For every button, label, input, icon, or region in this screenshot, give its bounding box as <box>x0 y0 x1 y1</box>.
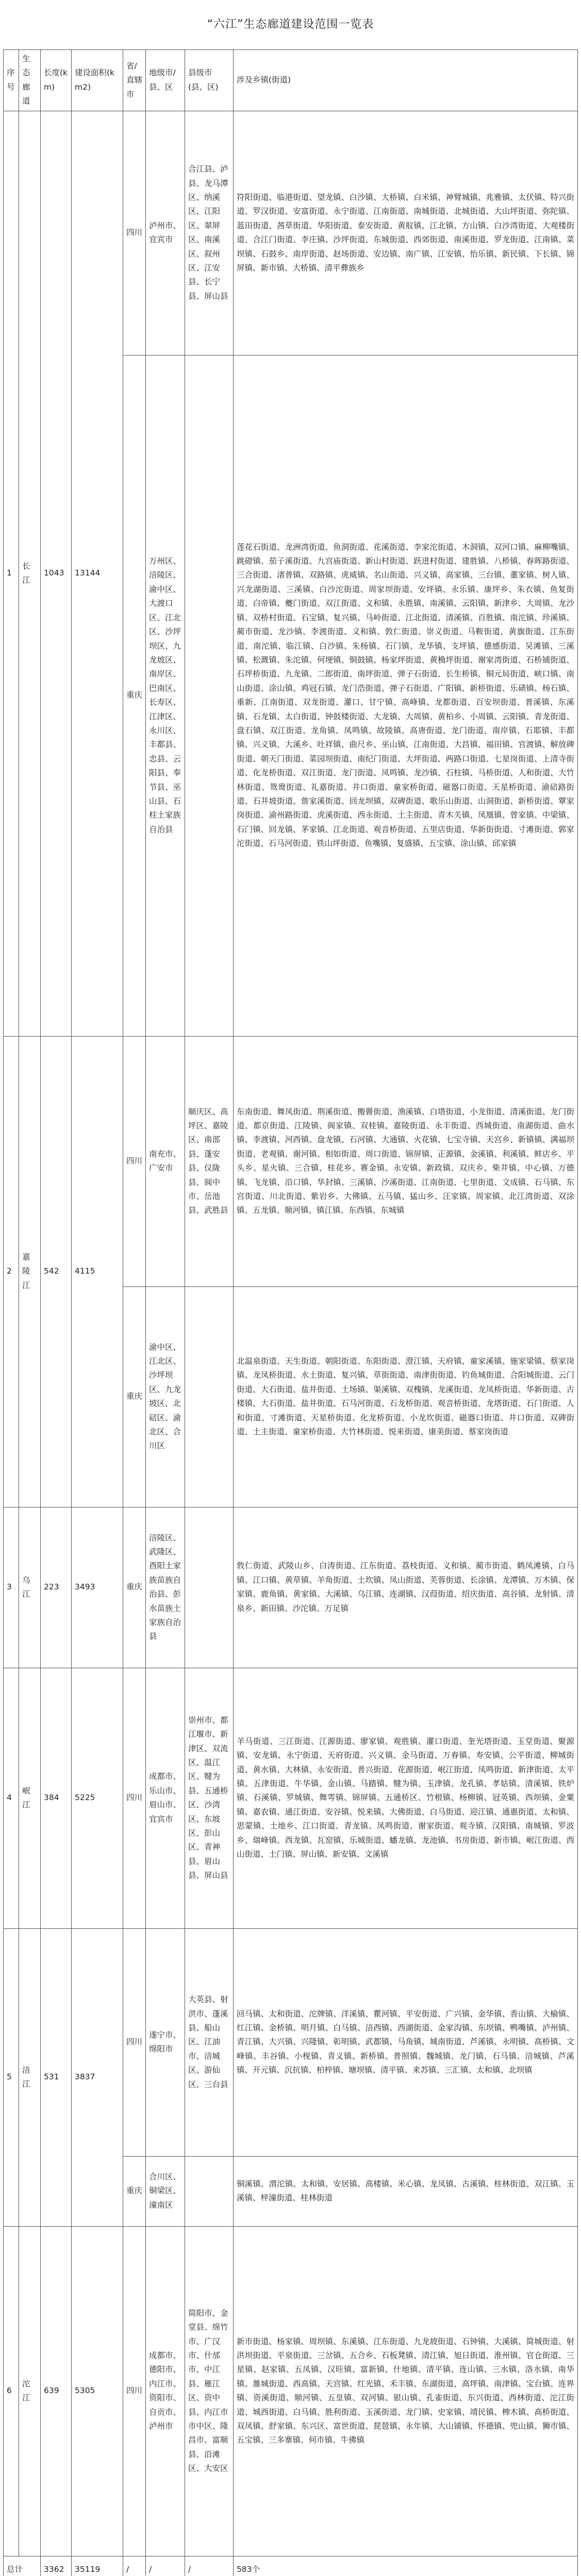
header-county: 县级市(县、区) <box>185 50 234 111</box>
row-county <box>185 2156 234 2226</box>
row-seq: 1 <box>4 111 19 1036</box>
row-length: 384 <box>41 1668 72 1928</box>
row-seq: 6 <box>4 2226 19 2556</box>
table-row <box>4 2226 578 2556</box>
row-county: 顺庆区、高坪区、嘉陵区、南部县、蓬安县、仪陇县、阆中市、岳池县、武胜县 <box>185 1036 234 1286</box>
table-row <box>4 1036 578 1286</box>
row-city: 渝中区、江北区、沙坪坝区、九龙坡区、北碚区、渝北区、合川区 <box>146 1286 185 1507</box>
row-area: 3837 <box>72 1928 123 2226</box>
row-county <box>185 1286 234 1507</box>
row-city: 遂宁市、绵阳市 <box>146 1928 185 2156</box>
row-province: 重庆 <box>123 1507 146 1668</box>
row-towns: 莲花石街道、龙洲湾街道、鱼洞街道、花溪街道、李家沱街道、木洞镇、双河口镇、麻柳嘴镇、跳磴镇、茄子溪街道、九宫庙街道、新山村街道、跃进村街道、建胜镇、八桥镇、春晖路街道、三合街道、渚普镇、双路镇、虎威镇、名山街道、兴义镇、高家镇、三台镇、董家镇、树人镇、兴龙湖街道、三溪镇、白沙沱街道、周家坝街道、安坪镇、永乐镇、康坪乡、朱衣镇、鱼复街道、白帝镇、夔门街道、双江街道、义和镇、永胜镇、南溪镇、云阳镇、新津乡、大周镇、龙沙镇、双桥村街道、石宝镇、复兴镇、马岭街道、江北街道、清溪镇、百胜镇、南沱镇、珍溪镇、蔺市街道、龙沙镇、李渡街道、义和镇、敦仁街道、崇义街道、马鞍街道、黄旗街道、江东街道、南沱镇、临江镇、白沙镇、朱杨镇、石门镇、龙华镇、支坪镇、德感街道、吴滩镇、三溪镇、松溉镇、朱沱镇、何埂镇、铜鼓镇、杨家坪街道、黄桷坪街道、谢家湾街道、石桥铺街道、石坪桥街道、九龙镇、二郎街道、南坪街道、弹子石街道、长生桥镇、铜元局街道、峡口镇、南山街道、涂山镇、鸡冠石镇、龙门浩街道、弹子石街道、广阳镇、新桥街道、乐碛镇、杨石镇、重新、江南街道、双龙街道、灌口、甘宁镇、高峰镇、龙都街道、百安坝街道、普溪镇、东溪镇、石龙镇、太白街道、钟鼓楼街道、大龙镇、大周镇、黄柏乡、小周镇、云阳镇、青龙街道、盘石镇、双江街道、龙角镇、凤鸣镇、故陵镇、高唐街道、龙门街道、南岸镇、石耶镇、丰都镇、兴义镇、大溪乡、吐祥镇、曲尺乡、巫山镇、江南街道、大昌镇、福田镇、官渡镇、解放碑街道、朝天门街道、菜园坝街道、南纪门街道、大坪街道、两路口街道、七星岗街道、上清寺街道、化龙桥街道、双江街道、龙门街道、凤鸣镇、龙沙镇、石柱镇、马桥街道、人和街道、大竹林街道、鸳鸯街道、礼嘉街道、井口街道、童家桥街道、磁器口街道、天星桥街道、渝碚路街道、石井坡街道、詹家溪街道、回龙坝镇、双碑街道、歌乐山街道、山洞街道、新桥街道、覃家岗街道、渝州路街道、虎溪街道、西永街道、土主街道、青木关镇、凤凰镇、曾家镇、中梁镇、石门镇、回龙镇、茅家镇、江北街道、观音桥街道、五里店街道、华新街街道、寸滩街道、郭家沱街道、石马河街道、铁山坪街道、鱼嘴镇、复盛镇、五宝镇、涂山镇、邱家镇 <box>234 355 578 1036</box>
row-city: 南充市、广安市 <box>146 1036 185 1286</box>
row-towns: 羊马街道、三江街道、江源街道、廖家镇、观胜镇、灌口街道、奎光塔街道、玉堂街道、聚源镇、安龙镇、永宁街道、天府街道、兴义镇、金马街道、万春镇、寿安镇、公平街道、柳城街道、黄水镇、大林镇、永安街道、普兴街道、花源街道、岷江街道、凤鸣街道、新津街道、太平镇、五津街道、牛华镇、金山镇、马踏镇、犍为镇、玉津镇、龙孔镇、孝姑镇、清溪镇、铁炉镇、石溪镇、罗城镇、舞雩镇、锦屏镇、五通桥区、竹根镇、杨柳镇、冠英镇、西坝镇、金粟镇、嘉农镇、通江街道、安谷镇、悦来镇、大佛街道、白马街道、迎江镇、通惠街道、太和镇、思蒙镇、土地乡、江口街道、青龙镇、凤鸣街道、谢家街道、观寺镇、汉阳镇、南城镇、罗波乡、瑞峰镇、西龙镇、瓦窑镇、乐城街道、蟠龙镇、龙池镇、书房街道、新市镇、岷江街道、西山街道、土门镇、屏山镇、新安镇、文溪镇 <box>234 1668 578 1928</box>
row-province: 四川 <box>123 2226 146 2556</box>
header-length: 长度(km) <box>41 50 72 111</box>
row-area: 5305 <box>72 2226 123 2556</box>
row-city: 泸州市、宜宾市 <box>146 111 185 355</box>
total-area: 35119 <box>72 2556 123 2576</box>
row-towns: 北温泉街道、天生街道、朝阳街道、东阳街道、澄江镇、天府镇、童家溪镇、施家梁镇、蔡家岗镇、龙凤桥街道、水土街道、复兴镇、草街街道、南津街街道、钓鱼城街道、合阳城街道、云门街道、大石街道、盐井街道、土场镇、渠溪镇、双槐镇、龙溪街道、龙凤桥街道、华新街道、古楼镇、大石街道、盐井街道、石马河街道、石龙桥街道、观音桥街道、龙塔街道、石门街道、人和街道、寸滩街道、天星桥街道、化龙桥街道、小龙坎街道、磁器口街道、井口街道、双碑街道、土主街道、童家桥街道、大竹林街道、悦来街道、康美街道、蔡家岗街道 <box>234 1286 578 1507</box>
total-row <box>4 2556 578 2576</box>
row-area: 3493 <box>72 1507 123 1668</box>
row-length: 1043 <box>41 111 72 1036</box>
total-towns: 583个 <box>234 2556 578 2576</box>
row-city: 成都市、乐山市、眉山市、宜宾市 <box>146 1668 185 1928</box>
table-row <box>4 1507 578 1668</box>
corridor-table <box>3 49 578 2576</box>
row-province: 四川 <box>123 1668 146 1928</box>
header-corridor: 生态廊道 <box>19 50 41 111</box>
row-length: 542 <box>41 1036 72 1507</box>
page-title: “六江”生态廊道建设范围一览表 <box>207 18 374 31</box>
total-city: / <box>146 2556 185 2576</box>
row-province: 重庆 <box>123 355 146 1036</box>
row-county <box>185 1507 234 1668</box>
header-province: 省/直辖市 <box>123 50 146 111</box>
total-label: 总计 <box>4 2556 41 2576</box>
row-towns: 敦仁街道、武陵山乡、白涛街道、江东街道、荔枝街道、义和镇、蔺市街道、鹤凤滩镇、白马镇、江口镇、黄草镇、羊角街道、土坎镇、凤山街道、芙蓉街道、长涂镇、龙潭镇、万木镇、保家镇、鹿角镇、黄家镇、大溪镇、乌江镇、连湖镇、汉葭街道、绍庆街道、高谷镇、龙射镇、清泉乡、新田镇、沙沱镇、万足镇 <box>234 1507 578 1668</box>
header-row <box>4 50 578 111</box>
row-province: 四川 <box>123 1928 146 2156</box>
header-city: 地级市/县、区 <box>146 50 185 111</box>
row-province: 重庆 <box>123 2156 146 2226</box>
row-city: 合川区、铜梁区、潼南区 <box>146 2156 185 2226</box>
header-towns: 涉及乡镇(街道) <box>234 50 578 111</box>
row-towns: 东南街道、舞凤街道、荆溪街道、搬罾街道、渔溪镇、白塔街道、小龙街道、清溪街道、龙门街道、都京街道、江陵镇、阆家镇、双桂镇、嘉陵街道、永丰街道、西城街道、南湖街道、曲水镇、李渡镇、河西镇、盘龙镇、石河镇、大通镇、火花镇、七宝寺镇、天宫乡、新镇镇、满福坝街道、老观镇、谢河镇、相如街道、周口街道、锦屏镇、正源镇、金溪镇、利溪镇、鲜店乡、平头乡、星火镇、三合镇、桂花乡、赛金镇、永安镇、新政镇、双庆乡、柴井镇、中心镇、万德镇、飞龙镇、沿口镇、华封镇、三溪镇、沙溪街道、江南街道、七里街道、文成镇、石马镇、东宫街道、川北街道、紫岩乡、大佛镇、五马镇、猛山乡、汪家镇、周家镇、北江湾街道、双涂镇、五龙镇、顺河镇、镇江镇、东西镇、东城镇 <box>234 1036 578 1286</box>
row-province: 四川 <box>123 1036 146 1286</box>
header-seq: 序号 <box>4 50 19 111</box>
row-county: 大英县、射洪市、蓬溪县、船山区、江油市、涪城区、游仙区、三台县 <box>185 1928 234 2156</box>
row-city: 涪陵区、武隆区、酉阳土家族苗族自治县、彭水苗族土家族自治县 <box>146 1507 185 1668</box>
row-corridor: 岷江 <box>19 1668 41 1928</box>
row-county: 崇州市、都江堰市、新津区、双流区、温江区、犍为县、五通桥区、沙湾区、东坡区、彭山区、青神县、眉山县、屏山县 <box>185 1668 234 1928</box>
total-province: / <box>123 2556 146 2576</box>
row-seq: 4 <box>4 1668 19 1928</box>
row-city: 万州区、涪陵区、渝中区、大渡口区、江北区、沙坪坝区、九龙坡区、南岸区、巴南区、长寿区、江津区、永川区、丰都县、忠县、云阳县、奉节县、巫山县、石柱土家族自治县 <box>146 355 185 1036</box>
row-seq: 2 <box>4 1036 19 1507</box>
row-province: 重庆 <box>123 1286 146 1507</box>
row-towns: 回马镇、太和街道、沱牌镇、洋溪镇、瞿河镇、平安街道、广兴镇、金华镇、香山镇、大榆镇、红江镇、金桥镇、明月镇、白马镇、涪西镇、西湖街道、金家沟镇、东坝镇、鸭嘴镇、泸州镇、青江镇、大兴镇、兴隆镇、彰明镇、武都镇、马角镇、城南街道、芦溪镇、永明镇、高桥镇、文峰镇、丰谷镇、小枧镇、青义镇、新桥镇、普照镇、魏城镇、龙门镇、石马镇、涪城镇、芦溪镇、开元镇、沉抗镇、柏梓镇、塘坝镇、清平镇、来苏镇、三汇镇、太和镇、北坝镇 <box>234 1928 578 2156</box>
total-county: / <box>185 2556 234 2576</box>
row-length: 639 <box>41 2226 72 2556</box>
table-row <box>4 111 578 355</box>
row-area: 5225 <box>72 1668 123 1928</box>
table-row <box>4 1668 578 1928</box>
total-length: 3362 <box>41 2556 72 2576</box>
row-seq: 3 <box>4 1507 19 1668</box>
row-seq: 5 <box>4 1928 19 2226</box>
row-corridor: 嘉陵江 <box>19 1036 41 1507</box>
row-corridor: 乌江 <box>19 1507 41 1668</box>
row-towns: 符阳街道、临港街道、望龙镇、白沙镇、大桥镇、白米镇、神臂城镇、兆雅镇、太伏镇、特兴街道、罗汉街道、安富街道、永宁街道、江南街道、南城街道、北城街道、大山坪街道、弥陀镇、蓝田街道、茜草街道、华阳街道、泰安街道、黄舣镇、江北镇、方山镇、白沙湾街道、大观楼街道、合江门街道、李庄镇、沙坪街道、东城街道、西郊街道、南溪街道、罗龙街道、江南镇、菜坝镇、石鼓乡、南岸街道、赵场街道、安边镇、南广镇、江安镇、怡乐镇、新民镇、下长镇、锦屏镇、新市镇、大桥镇、清平彝族乡 <box>234 111 578 355</box>
row-area: 13144 <box>72 111 123 1036</box>
row-corridor: 沱江 <box>19 2226 41 2556</box>
row-county <box>185 355 234 1036</box>
row-towns: 铜溪镇、渭沱镇、太和镇、安居镇、高楼镇、米心镇、龙凤镇、古溪镇、桂林街道、双江镇、玉溪镇、梓潼街道、桂林街道 <box>234 2156 578 2226</box>
row-corridor: 涪江 <box>19 1928 41 2226</box>
row-length: 223 <box>41 1507 72 1668</box>
row-province: 四川 <box>123 111 146 355</box>
row-county: 合江县、泸县、龙马潭区、纳溪区、江阳区、翠屏区、南溪区、叙州区、江安县、长宁县、屏山县 <box>185 111 234 355</box>
row-towns: 新市街道、杨家镇、周坝镇、东溪镇、江东街道、九龙坡街道、石钟镇、大溪镇、简城街道、射洪坝街道、平泉街道、三岔镇、五合乡、石板凳镇、清江镇、旭日街道、淮州镇、官仓街道、三星镇、赵家镇、五凤镇、汉旺镇、富新镇、什地镇、清平镇、连山镇、三水镇、洛水镇、南华镇、雒城街道、西高镇、天宫镇、红光镇、禾丰镇、东湖街道、高坪镇、南津镇、宝台镇、连界镇、资溪街道、顺河镇、五皇镇、双河镇、银山镇、孔雀街道、东兴街道、西林街道、沱江街道、城西街道、白马镇、胜利街道、玉溪街道、龙门镇、史家镇、靖民镇、椑木镇、高桥街道、双凤镇、舒家镇、东兴区、富世街道、琵琶镇、永年镇、大山铺镇、怀德镇、兜山镇、狮市镇、五宝镇、三多寨镇、何市镇、牛佛镇 <box>234 2226 578 2556</box>
row-length: 531 <box>41 1928 72 2226</box>
row-corridor: 长江 <box>19 111 41 1036</box>
table-row <box>4 1928 578 2156</box>
row-area: 4115 <box>72 1036 123 1507</box>
header-area: 建设面积(km2) <box>72 50 123 111</box>
row-county: 简阳市、金堂县、绵竹市、广汉市、什邡市、中江县、雁江区、资中县、内江市市中区、隆昌市、富顺县、沿滩区、大安区 <box>185 2226 234 2556</box>
row-city: 成都市、德阳市、内江市、资阳市、自贡市、泸州市 <box>146 2226 185 2556</box>
